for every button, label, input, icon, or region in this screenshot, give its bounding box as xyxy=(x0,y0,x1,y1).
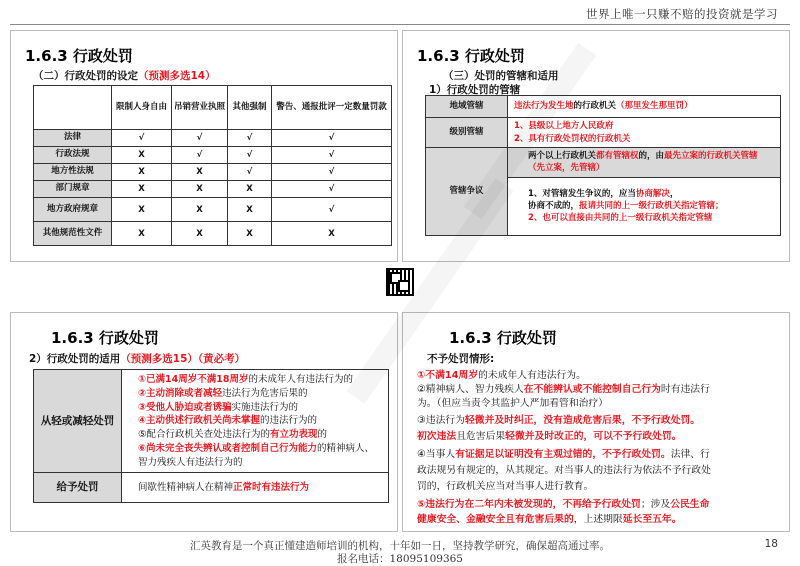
panel-no-penalty xyxy=(402,312,790,532)
text-red: ⑤违法行为在二年内未被发现的，不再给予行政处罚 xyxy=(417,499,641,510)
table-cell: √ xyxy=(172,147,228,164)
table-row xyxy=(34,130,392,147)
col-header: 其他强制 xyxy=(228,86,272,130)
panel1-subtitle-highlight: （预测多选14） xyxy=(138,70,216,82)
text-black: 时有违法行 xyxy=(660,384,710,395)
row-label: 行政法规 xyxy=(34,147,112,164)
table-cell: √ xyxy=(272,181,392,198)
table-cell: X xyxy=(172,198,228,222)
text-black: 两个以上行政机关 xyxy=(528,151,597,161)
table-cell: √ xyxy=(228,130,272,147)
text-line xyxy=(417,414,700,428)
table-cell: √ xyxy=(228,164,272,181)
text-black: ；涉及 xyxy=(640,499,671,510)
table-cell: X xyxy=(112,147,172,164)
text-black: 的 xyxy=(317,429,328,441)
text-red: ③受他人胁迫或者诱骗 xyxy=(138,401,232,413)
table-row xyxy=(34,198,392,222)
text-black: ③违法行为 xyxy=(417,415,465,426)
text-red: 正常时有违法行为 xyxy=(233,481,310,493)
table-row xyxy=(34,164,392,181)
table-cell: X xyxy=(172,222,228,246)
table-cell xyxy=(508,177,781,235)
table-row xyxy=(34,181,392,198)
table-cell xyxy=(122,370,389,473)
panel3-subtitle xyxy=(29,351,245,366)
text-black: 的未成年人有违法行为。 xyxy=(478,370,586,381)
text-red: 协商解决 xyxy=(635,188,670,199)
text-red: 轻微并及时改正的，可以不予行政处罚。 xyxy=(505,431,682,442)
row-label: 地域管辖 xyxy=(426,96,508,118)
table-cell: √ xyxy=(172,130,228,147)
text-red: ⑥尚未完全丧失辨认或者控制自己行为能力 xyxy=(138,442,318,454)
penalty-setting-table xyxy=(33,85,392,246)
row-label: 给予处罚 xyxy=(34,473,122,503)
text-red: 初次违法 xyxy=(417,431,457,442)
text-line xyxy=(528,200,774,212)
table-cell: X xyxy=(228,198,272,222)
text-red: 都有管辖权 xyxy=(596,151,639,161)
panel4-title: 1.6.3 行政处罚 xyxy=(449,329,557,347)
text-black: 的未成年人有违法行为的 xyxy=(248,374,353,385)
panel-penalty-setting xyxy=(10,30,398,262)
list-item xyxy=(138,414,382,428)
panel3-subtitle-highlight: （预测多选15）（黄必考） xyxy=(120,353,246,365)
qr-code xyxy=(386,268,414,296)
text-red: 在不能辨认或不能控制自己行为 xyxy=(523,384,661,395)
list-item xyxy=(138,373,382,387)
list-item xyxy=(138,387,382,401)
text-red: 公民生命 xyxy=(670,499,710,510)
text-line xyxy=(528,188,774,200)
panel1-subtitle xyxy=(33,68,216,83)
text-red: 最先立案的行政机关管辖（先立案，先管辖） xyxy=(528,151,758,174)
table-cell xyxy=(122,473,389,503)
row-label: 其他规范性文件 xyxy=(34,222,112,246)
table-row xyxy=(34,370,389,473)
text-red: ①已满14周岁不满18周岁 xyxy=(138,374,249,385)
text-black: ④当事人 xyxy=(417,449,456,460)
text-line: 罚的，行政机关应当对当事人进行教育。 xyxy=(417,481,594,492)
table-cell: X xyxy=(112,181,172,198)
footer-tagline: 汇英教育是一个真正懂建造师培训的机构，十年如一日，坚持教学研究，确保超高通过率。 xyxy=(190,540,610,552)
text-black: 的精神病人、智力残疾人有违法行为的 xyxy=(138,442,375,468)
panel1-title: 1.6.3 行政处罚 xyxy=(25,47,133,65)
row-label: 法律 xyxy=(34,130,112,147)
table-row xyxy=(34,222,392,246)
text-line: 1、县级以上地方人民政府 xyxy=(514,121,614,132)
text-line xyxy=(417,430,682,444)
text-black: 1、对管辖发生争议的，应当 xyxy=(528,188,636,199)
text-black: 且危害后果 xyxy=(456,431,506,442)
text-black: 间歇性精神病人在精神 xyxy=(138,481,234,493)
table-cell: X xyxy=(112,222,172,246)
table-cell: √ xyxy=(112,130,172,147)
table-cell xyxy=(508,148,781,178)
list-item xyxy=(138,442,382,470)
text-line: 2、具有行政处罚权的行政机关 xyxy=(514,133,631,144)
text-line xyxy=(417,513,682,527)
table-cell: X xyxy=(228,222,272,246)
row-label: 地方政府规章 xyxy=(34,198,112,222)
text-red: ①不满14周岁 xyxy=(417,370,479,381)
table-cell: X xyxy=(272,222,392,246)
table-row xyxy=(426,148,781,178)
text-red: 有证据足以证明没有主观过错的，不予行政处罚。 xyxy=(455,449,671,460)
text-line xyxy=(417,369,586,383)
table-cell: √ xyxy=(272,130,392,147)
text-black: 的行政机关 xyxy=(573,101,617,112)
text-line: 政法规另有规定的，从其规定。对当事人的违法行为依法不予行政处 xyxy=(417,465,711,476)
row-label: 从轻或减轻处罚 xyxy=(34,370,122,473)
panel-penalty-application xyxy=(10,312,398,532)
panel3-title: 1.6.3 行政处罚 xyxy=(51,329,159,347)
panel4-subtitle: 不予处罚情形: xyxy=(427,353,495,365)
table-cell: √ xyxy=(228,147,272,164)
table-cell: √ xyxy=(272,147,392,164)
table-cell: X xyxy=(112,164,172,181)
panel1-subtitle-text: （二）行政处罚的设定 xyxy=(33,70,138,82)
text-line xyxy=(417,383,710,397)
text-black: 法律、行 xyxy=(670,449,710,460)
text-black: ②精神病人、智力残疾人 xyxy=(417,384,524,395)
table-cell: √ xyxy=(272,198,392,222)
footer-phone: 报名电话：18095109365 xyxy=(337,553,463,565)
text-black: ⑤配合行政机关查处违法行为的 xyxy=(138,429,271,441)
text-red: 延长至五年。 xyxy=(622,514,682,525)
text-line: 2、也可以直接由共同的上一级行政机关指定管辖 xyxy=(528,213,713,224)
text-black: ，上述期限 xyxy=(573,514,623,525)
table-cell: X xyxy=(112,198,172,222)
list-item xyxy=(138,428,382,442)
panel2-subsubtitle: 1）行政处罚的管辖 xyxy=(429,84,521,96)
text-black: 违法行为危害后果的 xyxy=(222,387,308,399)
table-corner xyxy=(34,86,112,130)
row-label: 管辖争议 xyxy=(426,148,508,236)
table-cell: √ xyxy=(272,164,392,181)
table-row xyxy=(34,147,392,164)
panel2-subtitle: （三）处罚的管辖和适用 xyxy=(443,70,559,82)
text-black: 实施违法行为的 xyxy=(231,401,299,413)
col-header: 限制人身自由 xyxy=(112,86,172,130)
table-cell: X xyxy=(228,181,272,198)
table-row xyxy=(426,118,781,148)
table-row xyxy=(426,96,781,118)
table-row xyxy=(34,473,389,503)
text-red: 轻微并及时纠正，没有造成危害后果，不予行政处罚。 xyxy=(464,415,701,426)
table-cell: X xyxy=(172,181,228,198)
text-red: ②主动消除或者减轻 xyxy=(138,387,223,399)
text-red: ④主动供述行政机关尚未掌握 xyxy=(138,415,261,427)
text-red: （那里发生那里罚） xyxy=(616,101,693,112)
list-item xyxy=(138,401,382,415)
text-red: 有立功表现 xyxy=(270,429,318,441)
text-black: 的违法行为的 xyxy=(260,415,318,427)
text-line xyxy=(417,448,710,462)
text-red: 报请共同的上一级行政机关指定管辖； xyxy=(579,200,724,211)
col-header: 警告、通报批评一定数量罚款 xyxy=(272,86,392,130)
text-red: 健康安全、金融安全且有危害后果的 xyxy=(417,514,574,525)
text-black: 协商不成的， xyxy=(528,200,580,211)
col-header: 吊销营业执照 xyxy=(172,86,228,130)
panel3-subtitle-text: 2）行政处罚的适用 xyxy=(29,353,121,365)
text-line xyxy=(417,498,709,512)
text-black: 的，由 xyxy=(638,151,665,161)
table-cell: X xyxy=(172,164,228,181)
text-line: 为。（但应当责令其监护人严加看管和治疗） xyxy=(417,398,609,409)
row-label: 部门规章 xyxy=(34,181,112,198)
text-red: 违法行为发生地 xyxy=(514,101,574,112)
row-label: 级别管辖 xyxy=(426,118,508,148)
page-number: 18 xyxy=(764,538,778,550)
text-black: ， xyxy=(669,188,679,199)
panel2-title: 1.6.3 行政处罚 xyxy=(417,47,525,65)
header-divider xyxy=(10,24,790,25)
application-table xyxy=(33,369,389,503)
row-label: 地方性法规 xyxy=(34,164,112,181)
header-slogan: 世界上唯一只赚不赔的投资就是学习 xyxy=(586,7,778,21)
